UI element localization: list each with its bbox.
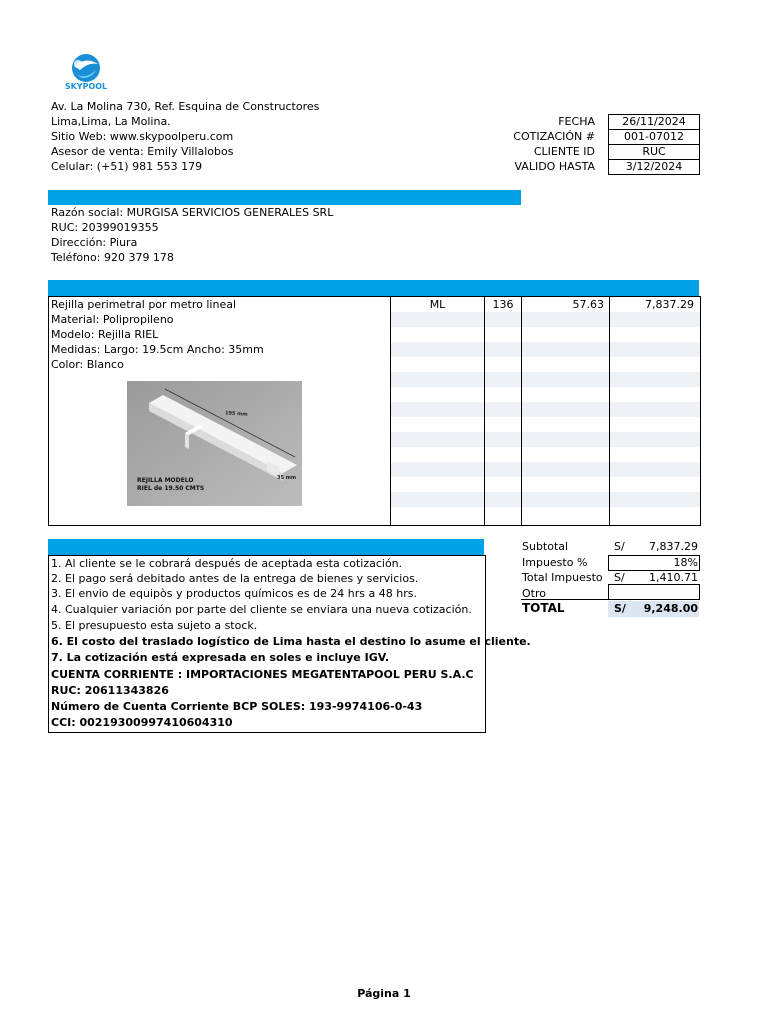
- sales-advisor-line: Asesor de venta: Emily Villalobos: [51, 145, 234, 158]
- bank-ruc: RUC: 20611343826: [51, 684, 169, 697]
- item-description: Rejilla perimetral por metro lineal: [51, 298, 237, 311]
- term-line: 1. Al cliente se le cobrará después de aceptada esta cotización.: [51, 557, 403, 570]
- client-phone: Teléfono: 920 379 178: [51, 251, 174, 264]
- client-name: Razón social: MURGISA SERVICIOS GENERALES SRL: [51, 206, 334, 219]
- tax-total-label: Total Impuesto: [522, 571, 603, 584]
- phone-line: Celular: (+51) 981 553 179: [51, 160, 203, 173]
- item-total: 7,837.29: [645, 298, 694, 311]
- date-value: 26/11/2024: [608, 114, 700, 130]
- bank-cci: CCI: 00219300997410604310: [51, 716, 233, 729]
- skypool-logo-icon: [66, 52, 106, 86]
- term-line: 2. El pago será debitado antes de la entrega de bienes y servicios.: [51, 572, 419, 585]
- row-stripe: [391, 402, 700, 417]
- term-line: 4. Cualquier variación por parte del cliente se enviara una nueva cotización.: [51, 603, 472, 616]
- photo-caption-line: REJILLA MODELO: [137, 477, 194, 484]
- term-line: 6. El costo del traslado logístico de Lima hasta el destino lo asume el cliente.: [51, 635, 531, 648]
- page-number: Página 1: [357, 987, 411, 1000]
- item-unit: ML: [429, 298, 446, 311]
- quote-number-value: 001-07012: [608, 129, 700, 145]
- total-value: 9,248.00: [643, 602, 698, 615]
- row-stripe: [391, 462, 700, 477]
- address-line: Av. La Molina 730, Ref. Esquina de Constructores: [51, 100, 320, 113]
- subtotal-currency: S/: [614, 540, 625, 553]
- quote-number-label: COTIZACIÓN #: [513, 130, 595, 143]
- product-photo: [127, 381, 302, 506]
- photo-caption-line: RIEL de 19.50 CMTS: [137, 485, 205, 492]
- other-underline: [521, 599, 608, 600]
- col-divider: [484, 297, 485, 525]
- tax-total-currency: S/: [614, 571, 625, 584]
- row-stripe: [391, 432, 700, 447]
- photo-dimension-label: 195 mm: [224, 410, 248, 418]
- term-line: 3. El envio de equipòs y productos químicos es de 24 hrs a 48 hrs.: [51, 587, 417, 600]
- date-label: FECHA: [558, 115, 595, 128]
- logo-text: SKYPOOL: [64, 82, 108, 91]
- col-divider: [390, 297, 391, 525]
- item-dimensions: Medidas: Largo: 19.5cm Ancho: 35mm: [51, 343, 264, 356]
- row-stripe: [391, 342, 700, 357]
- photo-side-label: 35 mm: [277, 475, 297, 481]
- client-id-value: RUC: [608, 144, 700, 160]
- tax-total-value: 1,410.71: [649, 571, 698, 584]
- bank-account-number: Número de Cuenta Corriente BCP SOLES: 193-9974106-0-43: [51, 700, 423, 713]
- item-material: Material: Polipropileno: [51, 313, 174, 326]
- address-line: Lima,Lima, La Molina.: [51, 115, 171, 128]
- subtotal-label: Subtotal: [522, 540, 569, 553]
- term-line: 7. La cotización está expresada en soles e incluye IGV.: [51, 651, 389, 664]
- term-line: 5. El presupuesto esta sujeto a stock.: [51, 619, 258, 632]
- item-color: Color: Blanco: [51, 358, 124, 371]
- total-label: TOTAL: [522, 601, 565, 615]
- tax-percent-value: 18%: [673, 556, 698, 569]
- item-quantity: 136: [492, 298, 514, 311]
- col-divider: [521, 297, 522, 525]
- valid-until-label: VALIDO HASTA: [514, 160, 595, 173]
- photo-caption: [137, 477, 204, 493]
- other-label: Otro: [522, 587, 546, 600]
- subtotal-value: 7,837.29: [649, 540, 698, 553]
- items-header-bar: [48, 280, 699, 296]
- other-value-box: [608, 584, 700, 600]
- terms-box: [48, 555, 531, 733]
- client-address: Dirección: Piura: [51, 236, 138, 249]
- client-section-bar: [48, 190, 521, 205]
- valid-until-value: 3/12/2024: [608, 159, 700, 175]
- items-table: [48, 296, 701, 526]
- website-line: Sitio Web: www.skypoolperu.com: [51, 130, 234, 143]
- col-divider: [609, 297, 610, 525]
- row-stripe: [391, 492, 700, 507]
- tax-percent-label: Impuesto %: [522, 556, 588, 569]
- client-ruc: RUC: 20399019355: [51, 221, 159, 234]
- bank-account-holder: CUENTA CORRIENTE : IMPORTACIONES MEGATENTAPOOL PERU S.A.C: [51, 668, 474, 681]
- item-unit-price: 57.63: [572, 298, 604, 311]
- item-model: Modelo: Rejilla RIEL: [51, 328, 159, 341]
- client-id-label: CLIENTE ID: [533, 145, 595, 158]
- row-stripe: [391, 312, 700, 327]
- total-currency: S/: [614, 602, 626, 615]
- row-stripe: [391, 372, 700, 387]
- terms-header-bar: [48, 539, 484, 555]
